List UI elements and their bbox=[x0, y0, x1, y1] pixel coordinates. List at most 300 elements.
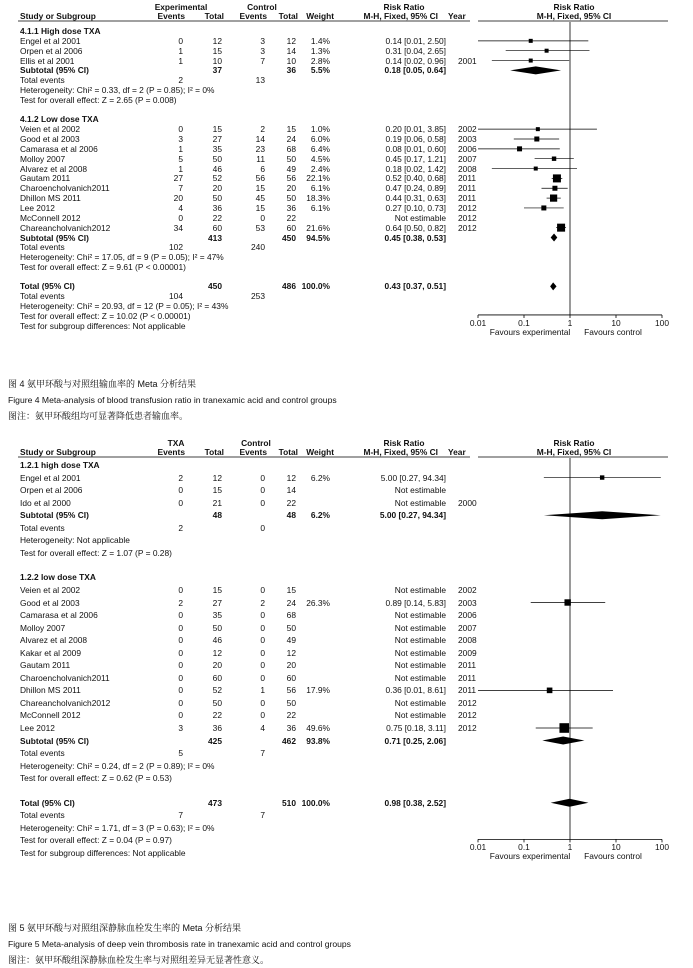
events-1: 0 bbox=[178, 647, 183, 658]
total-1: 15 bbox=[212, 124, 222, 135]
total-events-1: 2 bbox=[178, 522, 183, 533]
total-1: 35 bbox=[212, 610, 222, 621]
total-events-label: Total events bbox=[20, 748, 65, 759]
point-estimate bbox=[552, 157, 556, 161]
study-name: Chareancholvanich2012 bbox=[20, 697, 111, 708]
events-2: 0 bbox=[260, 710, 265, 721]
risk-ratio-ci: 0.75 [0.18, 3.11] bbox=[386, 723, 446, 733]
events-2: 0 bbox=[260, 472, 265, 483]
caption-en: Figure 5 Meta-analysis of deep vein thrombosis rate in tranexamic acid and control groups bbox=[8, 939, 351, 949]
total-t2: 486 bbox=[282, 281, 296, 292]
total-events-label: Total events bbox=[20, 291, 65, 302]
weight: 49.6% bbox=[306, 723, 330, 733]
study-name: Ido et al 2000 bbox=[20, 497, 71, 508]
events-2: 0 bbox=[260, 212, 265, 223]
risk-ratio-ci: 0.27 [0.10, 0.73] bbox=[385, 202, 446, 213]
study-name: Veien et al 2002 bbox=[20, 124, 81, 135]
study-header: Study or Subgroup bbox=[20, 447, 96, 457]
heterogeneity: Heterogeneity: Chi² = 0.33, df = 2 (P = 0.85); I² = 0% bbox=[20, 85, 215, 96]
weight: 2.4% bbox=[310, 163, 330, 174]
weight: 26.3% bbox=[306, 597, 330, 608]
total-1: 21 bbox=[212, 497, 222, 508]
favours-right-label: Favours control bbox=[584, 326, 642, 337]
risk-ratio-ci: 0.20 [0.01, 3.85] bbox=[385, 124, 446, 135]
events-2: 0 bbox=[260, 497, 265, 508]
total-2: 22 bbox=[286, 710, 296, 721]
events-1: 0 bbox=[178, 672, 183, 683]
axis-tick-label: 1 bbox=[567, 317, 573, 328]
total-2: 14 bbox=[286, 485, 296, 496]
total-events-2: 0 bbox=[260, 522, 265, 533]
study-name: Dhillon MS 2011 bbox=[20, 685, 81, 696]
total-2: 49 bbox=[286, 163, 296, 174]
total-2: 50 bbox=[286, 193, 296, 204]
point-estimate bbox=[547, 688, 553, 694]
events-header: Events bbox=[239, 11, 267, 21]
total-2: 15 bbox=[286, 124, 296, 135]
study-name: Kakar et al 2009 bbox=[20, 647, 81, 658]
events-header: Events bbox=[157, 11, 185, 21]
total-2: 20 bbox=[286, 183, 296, 194]
note: 图注：氨甲环酸组深静脉血栓发生率与对照组差异无显著性意义。 bbox=[8, 955, 270, 965]
figure-5 bbox=[0, 436, 693, 968]
study-name: Camarasa et al 2006 bbox=[20, 143, 98, 154]
subtotal-weight: 5.5% bbox=[310, 65, 330, 76]
total-label: Total (95% CI) bbox=[20, 281, 75, 292]
events-1: 34 bbox=[173, 222, 183, 233]
subtotal-ci: 0.18 [0.05, 0.64] bbox=[384, 65, 446, 76]
events-2: 7 bbox=[260, 55, 265, 66]
group2-header: Control bbox=[247, 2, 277, 12]
total-2: 22 bbox=[286, 212, 296, 223]
events-1: 0 bbox=[178, 212, 183, 223]
events-2: 0 bbox=[260, 622, 265, 633]
heterogeneity: Heterogeneity: Chi² = 1.71, df = 3 (P = 0.63); I² = 0% bbox=[20, 822, 215, 833]
events-1: 0 bbox=[178, 485, 183, 496]
heterogeneity: Heterogeneity: Chi² = 17.05, df = 9 (P = 0.05); I² = 47% bbox=[20, 252, 224, 263]
total-events-2: 240 bbox=[251, 242, 265, 253]
risk-ratio-ci: 0.31 [0.04, 2.65] bbox=[385, 45, 446, 56]
events-1: 3 bbox=[178, 134, 183, 144]
total-2: 50 bbox=[286, 697, 296, 708]
total-1: 27 bbox=[212, 597, 222, 608]
total-t1: 450 bbox=[208, 281, 222, 292]
total-events-2: 7 bbox=[260, 810, 265, 821]
events-2: 0 bbox=[260, 635, 265, 646]
point-estimate bbox=[534, 137, 539, 142]
year: 2011 bbox=[458, 672, 477, 683]
subtotal-label: Subtotal (95% CI) bbox=[20, 735, 89, 746]
study-name: Gautam 2011 bbox=[20, 173, 71, 184]
total-1: 10 bbox=[212, 55, 222, 66]
heterogeneity: Heterogeneity: Chi² = 0.24, df = 2 (P = 0.89); I² = 0% bbox=[20, 760, 215, 771]
favours-left-label: Favours experimental bbox=[489, 326, 571, 337]
weight: 17.9% bbox=[306, 685, 330, 696]
pooled-diamond bbox=[550, 282, 556, 290]
rr-method-header: M-H, Fixed, 95% CI bbox=[363, 11, 438, 21]
total-2: 15 bbox=[286, 584, 296, 595]
year: 2011 bbox=[458, 660, 477, 671]
subgroup-differences: Test for subgroup differences: Not applicable bbox=[20, 320, 186, 331]
year: 2012 bbox=[458, 697, 477, 708]
favours-right-label: Favours control bbox=[584, 851, 642, 862]
year-header: Year bbox=[448, 447, 466, 457]
axis-tick-label: 0.1 bbox=[518, 842, 530, 853]
overall-effect: Test for overall effect: Z = 1.07 (P = 0.28) bbox=[20, 547, 172, 558]
total-events-label: Total events bbox=[20, 810, 65, 821]
total-2: 20 bbox=[286, 660, 296, 671]
group1-header: TXA bbox=[167, 438, 185, 448]
point-estimate bbox=[536, 127, 540, 131]
point-estimate bbox=[600, 475, 604, 479]
axis-tick-label: 0.01 bbox=[469, 842, 487, 853]
study-name: Charoencholvanich2011 bbox=[20, 672, 110, 683]
total-2: 12 bbox=[286, 472, 296, 483]
weight: 4.5% bbox=[310, 153, 330, 164]
axis-tick-label: 10 bbox=[611, 842, 621, 853]
year: 2009 bbox=[458, 647, 477, 658]
year: 2012 bbox=[458, 222, 477, 233]
study-name: Dhillon MS 2011 bbox=[20, 193, 81, 204]
events-2: 0 bbox=[260, 610, 265, 621]
study-name: Molloy 2007 bbox=[20, 153, 66, 164]
total-1: 36 bbox=[212, 723, 222, 733]
subtotal-ci: 5.00 [0.27, 94.34] bbox=[379, 510, 446, 521]
study-name: Camarasa et al 2006 bbox=[20, 610, 98, 621]
events-1: 27 bbox=[173, 173, 183, 184]
overall-effect: Test for overall effect: Z = 0.04 (P = 0.97) bbox=[20, 835, 172, 846]
plot-title: Risk Ratio bbox=[553, 2, 595, 12]
study-name: Lee 2012 bbox=[20, 202, 55, 213]
total-1: 12 bbox=[212, 472, 222, 483]
pooled-diamond bbox=[551, 799, 589, 807]
total-1: 15 bbox=[212, 45, 222, 56]
plot-title: Risk Ratio bbox=[553, 438, 595, 448]
weight: 2.8% bbox=[310, 55, 330, 66]
heterogeneity: Heterogeneity: Chi² = 20.93, df = 12 (P = 0.05); I² = 43% bbox=[20, 301, 229, 312]
plot-method-header: M-H, Fixed, 95% CI bbox=[536, 447, 612, 457]
total-2: 36 bbox=[286, 202, 296, 213]
year: 2006 bbox=[458, 610, 477, 621]
total-1: 22 bbox=[212, 710, 222, 721]
total-1: 60 bbox=[212, 222, 222, 233]
events-2: 0 bbox=[260, 647, 265, 658]
total-2: 60 bbox=[286, 222, 296, 233]
axis-tick-label: 10 bbox=[611, 317, 621, 328]
events-1: 1 bbox=[178, 163, 183, 174]
total-2: 50 bbox=[286, 622, 296, 633]
total-header: Total bbox=[204, 11, 224, 21]
axis-tick-label: 1 bbox=[567, 842, 573, 853]
events-1: 2 bbox=[178, 472, 183, 483]
subtotal-t1: 48 bbox=[212, 510, 222, 521]
total-2: 56 bbox=[286, 173, 296, 184]
events-2: 0 bbox=[260, 660, 265, 671]
weight: 6.0% bbox=[310, 134, 330, 144]
risk-ratio-ci: 0.45 [0.17, 1.21] bbox=[385, 153, 446, 164]
subtotal-label: Subtotal (95% CI) bbox=[20, 65, 89, 76]
total-header: Total bbox=[204, 447, 224, 457]
year: 2012 bbox=[458, 212, 477, 223]
events-1: 0 bbox=[178, 610, 183, 621]
events-2: 23 bbox=[255, 143, 265, 154]
point-estimate bbox=[550, 195, 557, 202]
events-2: 15 bbox=[255, 202, 265, 213]
events-2: 15 bbox=[255, 183, 265, 194]
study-name: Orpen et al 2006 bbox=[20, 45, 83, 56]
events-2: 11 bbox=[256, 153, 265, 164]
risk-ratio-ci: 0.64 [0.50, 0.82] bbox=[385, 222, 446, 233]
subgroup-differences: Test for subgroup differences: Not applicable bbox=[20, 847, 186, 858]
study-name: Engel et al 2001 bbox=[20, 35, 81, 46]
year: 2006 bbox=[458, 143, 477, 154]
events-2: 2 bbox=[260, 597, 265, 608]
risk-ratio-ci: Not estimable bbox=[394, 584, 446, 595]
point-estimate bbox=[529, 39, 533, 43]
total-events-1: 7 bbox=[178, 810, 183, 821]
risk-ratio-ci: 0.52 [0.40, 0.68] bbox=[385, 173, 446, 184]
events-1: 2 bbox=[178, 597, 183, 608]
total-2: 68 bbox=[286, 143, 296, 154]
subtotal-weight: 6.2% bbox=[310, 510, 330, 521]
total-1: 52 bbox=[212, 173, 222, 184]
total-header: Total bbox=[278, 11, 298, 21]
year: 2002 bbox=[458, 584, 477, 595]
year: 2002 bbox=[458, 124, 477, 135]
total-2: 36 bbox=[286, 723, 296, 733]
total-2: 24 bbox=[286, 597, 296, 608]
caption-cn: 图 5 氨甲环酸与对照组深静脉血栓发生率的 Meta 分析结果 bbox=[8, 923, 242, 933]
events-2: 45 bbox=[255, 193, 265, 204]
total-1: 20 bbox=[212, 660, 222, 671]
total-2: 56 bbox=[286, 685, 296, 696]
weight: 1.0% bbox=[310, 124, 330, 135]
study-name: Charoencholvanich2011 bbox=[20, 183, 110, 194]
year: 2012 bbox=[458, 710, 477, 721]
events-header: Events bbox=[239, 447, 267, 457]
total-1: 46 bbox=[212, 163, 222, 174]
subtotal-t2: 450 bbox=[282, 232, 296, 243]
subtotal-label: Subtotal (95% CI) bbox=[20, 232, 89, 243]
events-1: 20 bbox=[173, 193, 183, 204]
point-estimate bbox=[557, 224, 565, 232]
total-events-1: 2 bbox=[178, 75, 183, 86]
overall-effect: Test for overall effect: Z = 9.61 (P < 0.00001) bbox=[20, 262, 186, 273]
overall-effect: Test for overall effect: Z = 2.65 (P = 0.008) bbox=[20, 94, 177, 105]
events-2: 6 bbox=[260, 163, 265, 174]
risk-ratio-ci: Not estimable bbox=[394, 212, 446, 223]
study-name: Good et al 2003 bbox=[20, 134, 80, 144]
weight: 6.4% bbox=[310, 143, 330, 154]
total-t1: 473 bbox=[208, 797, 222, 808]
year: 2011 bbox=[458, 173, 477, 184]
risk-ratio-ci: 0.47 [0.24, 0.89] bbox=[385, 183, 446, 194]
plot-method-header: M-H, Fixed, 95% CI bbox=[536, 11, 612, 21]
risk-ratio-ci: Not estimable bbox=[394, 647, 446, 658]
events-1: 1 bbox=[178, 55, 183, 66]
events-1: 0 bbox=[178, 660, 183, 671]
events-2: 1 bbox=[260, 685, 265, 696]
total-events-1: 102 bbox=[169, 242, 183, 253]
year: 2007 bbox=[458, 622, 477, 633]
study-name: Engel et al 2001 bbox=[20, 472, 81, 483]
risk-ratio-ci: Not estimable bbox=[394, 660, 446, 671]
total-events-2: 253 bbox=[251, 291, 265, 302]
year: 2012 bbox=[458, 202, 477, 213]
weight: 18.3% bbox=[306, 193, 330, 204]
weight: 21.6% bbox=[306, 222, 330, 233]
events-2: 3 bbox=[260, 35, 265, 46]
total-2: 49 bbox=[286, 635, 296, 646]
events-1: 5 bbox=[178, 153, 183, 164]
total-2: 12 bbox=[286, 647, 296, 658]
pooled-diamond bbox=[510, 66, 561, 74]
total-1: 27 bbox=[212, 134, 222, 144]
subtotal-t2: 48 bbox=[286, 510, 296, 521]
total-ci: 0.98 [0.38, 2.52] bbox=[384, 797, 446, 808]
axis-tick-label: 100 bbox=[655, 317, 669, 328]
year: 2011 bbox=[458, 685, 477, 696]
overall-effect: Test for overall effect: Z = 0.62 (P = 0.53) bbox=[20, 773, 172, 784]
year: 2011 bbox=[458, 193, 477, 204]
total-t2: 510 bbox=[282, 797, 296, 808]
weight: 1.4% bbox=[310, 35, 330, 46]
total-1: 50 bbox=[212, 153, 222, 164]
subgroup-title: 1.2.2 low dose TXA bbox=[20, 572, 96, 583]
study-header: Study or Subgroup bbox=[20, 11, 96, 21]
year: 2003 bbox=[458, 597, 477, 608]
figure-4 bbox=[0, 0, 693, 420]
total-events-label: Total events bbox=[20, 75, 65, 86]
subtotal-ci: 0.45 [0.38, 0.53] bbox=[384, 232, 446, 243]
subtotal-weight: 93.8% bbox=[306, 735, 330, 746]
subgroup-title: 1.2.1 high dose TXA bbox=[20, 460, 100, 470]
favours-left-label: Favours experimental bbox=[489, 851, 571, 862]
total-events-2: 7 bbox=[260, 748, 265, 759]
total-header: Total bbox=[278, 447, 298, 457]
subgroup-title: 4.1.1 High dose TXA bbox=[20, 26, 101, 36]
point-estimate bbox=[559, 723, 569, 733]
study-name: Orpen et al 2006 bbox=[20, 485, 83, 496]
risk-ratio-ci: Not estimable bbox=[394, 610, 446, 621]
weight-header: Weight bbox=[306, 11, 334, 21]
risk-ratio-ci: 5.00 [0.27, 94.34] bbox=[380, 472, 446, 483]
axis-tick-label: 0.01 bbox=[469, 317, 487, 328]
total-events-1: 104 bbox=[169, 291, 183, 302]
study-name: Ellis et al 2001 bbox=[20, 55, 75, 66]
rr-header: Risk Ratio bbox=[383, 438, 425, 448]
total-weight: 100.0% bbox=[301, 797, 330, 808]
point-estimate bbox=[517, 146, 522, 151]
subtotal-label: Subtotal (95% CI) bbox=[20, 510, 89, 521]
pooled-diamond bbox=[544, 511, 661, 519]
subtotal-t1: 37 bbox=[212, 65, 222, 76]
point-estimate bbox=[545, 49, 549, 53]
total-2: 50 bbox=[286, 153, 296, 164]
subtotal-t2: 36 bbox=[286, 65, 296, 76]
total-1: 50 bbox=[212, 193, 222, 204]
rr-header: Risk Ratio bbox=[383, 2, 425, 12]
total-1: 46 bbox=[212, 635, 222, 646]
total-1: 20 bbox=[212, 183, 222, 194]
overall-effect: Test for overall effect: Z = 10.02 (P < 0.00001) bbox=[20, 310, 191, 321]
study-name: Gautam 2011 bbox=[20, 660, 71, 671]
risk-ratio-ci: Not estimable bbox=[394, 710, 446, 721]
events-1: 1 bbox=[178, 45, 183, 56]
group1-header: Experimental bbox=[154, 2, 208, 12]
point-estimate bbox=[541, 205, 546, 210]
study-name: Veien et al 2002 bbox=[20, 584, 81, 595]
group2-header: Control bbox=[241, 438, 271, 448]
year: 2011 bbox=[458, 183, 477, 194]
risk-ratio-ci: 0.14 [0.01, 2.50] bbox=[385, 35, 446, 46]
risk-ratio-ci: Not estimable bbox=[394, 485, 446, 496]
events-2: 0 bbox=[260, 485, 265, 496]
events-1: 0 bbox=[178, 622, 183, 633]
events-1: 0 bbox=[178, 685, 183, 696]
study-name: Alvarez et al 2008 bbox=[20, 635, 88, 646]
weight: 6.2% bbox=[310, 472, 330, 483]
total-weight: 100.0% bbox=[301, 281, 330, 292]
events-2: 0 bbox=[260, 584, 265, 595]
subtotal-weight: 94.5% bbox=[306, 232, 330, 243]
year: 2000 bbox=[458, 497, 477, 508]
subtotal-t1: 425 bbox=[208, 735, 222, 746]
risk-ratio-ci: 0.44 [0.31, 0.63] bbox=[385, 193, 446, 204]
total-2: 60 bbox=[286, 672, 296, 683]
risk-ratio-ci: 0.36 [0.01, 8.61] bbox=[385, 685, 446, 696]
total-label: Total (95% CI) bbox=[20, 797, 75, 808]
year: 2003 bbox=[458, 134, 477, 144]
events-2: 2 bbox=[260, 124, 265, 135]
total-1: 22 bbox=[212, 212, 222, 223]
events-1: 4 bbox=[178, 202, 183, 213]
total-1: 36 bbox=[212, 202, 222, 213]
subgroup-title: 4.1.2 Low dose TXA bbox=[20, 114, 99, 125]
events-2: 53 bbox=[255, 222, 265, 233]
pooled-diamond bbox=[551, 234, 558, 242]
total-events-label: Total events bbox=[20, 242, 65, 253]
subtotal-ci: 0.71 [0.25, 2.06] bbox=[384, 735, 446, 746]
total-2: 22 bbox=[286, 497, 296, 508]
risk-ratio-ci: 0.89 [0.14, 5.83] bbox=[385, 597, 446, 608]
events-1: 0 bbox=[178, 635, 183, 646]
risk-ratio-ci: Not estimable bbox=[394, 622, 446, 633]
study-name: Chareancholvanich2012 bbox=[20, 222, 111, 233]
year: 2012 bbox=[458, 723, 477, 733]
total-2: 24 bbox=[286, 134, 296, 144]
events-1: 0 bbox=[178, 497, 183, 508]
year-header: Year bbox=[448, 11, 466, 21]
risk-ratio-ci: 0.08 [0.01, 0.60] bbox=[385, 143, 446, 154]
year: 2007 bbox=[458, 153, 477, 164]
study-name: Lee 2012 bbox=[20, 723, 55, 733]
axis-tick-label: 0.1 bbox=[518, 317, 530, 328]
total-2: 10 bbox=[286, 55, 296, 66]
risk-ratio-ci: Not estimable bbox=[394, 697, 446, 708]
events-2: 0 bbox=[260, 697, 265, 708]
risk-ratio-ci: Not estimable bbox=[394, 497, 446, 508]
total-1: 12 bbox=[212, 647, 222, 658]
study-name: Good et al 2003 bbox=[20, 597, 80, 608]
point-estimate bbox=[553, 174, 561, 182]
caption-en: Figure 4 Meta-analysis of blood transfusion ratio in tranexamic acid and control groups bbox=[8, 395, 337, 405]
events-1: 0 bbox=[178, 124, 183, 135]
weight: 6.1% bbox=[310, 202, 330, 213]
risk-ratio-ci: 0.18 [0.02, 1.42] bbox=[385, 163, 446, 174]
study-name: Alvarez et al 2008 bbox=[20, 163, 88, 174]
events-1: 0 bbox=[178, 697, 183, 708]
